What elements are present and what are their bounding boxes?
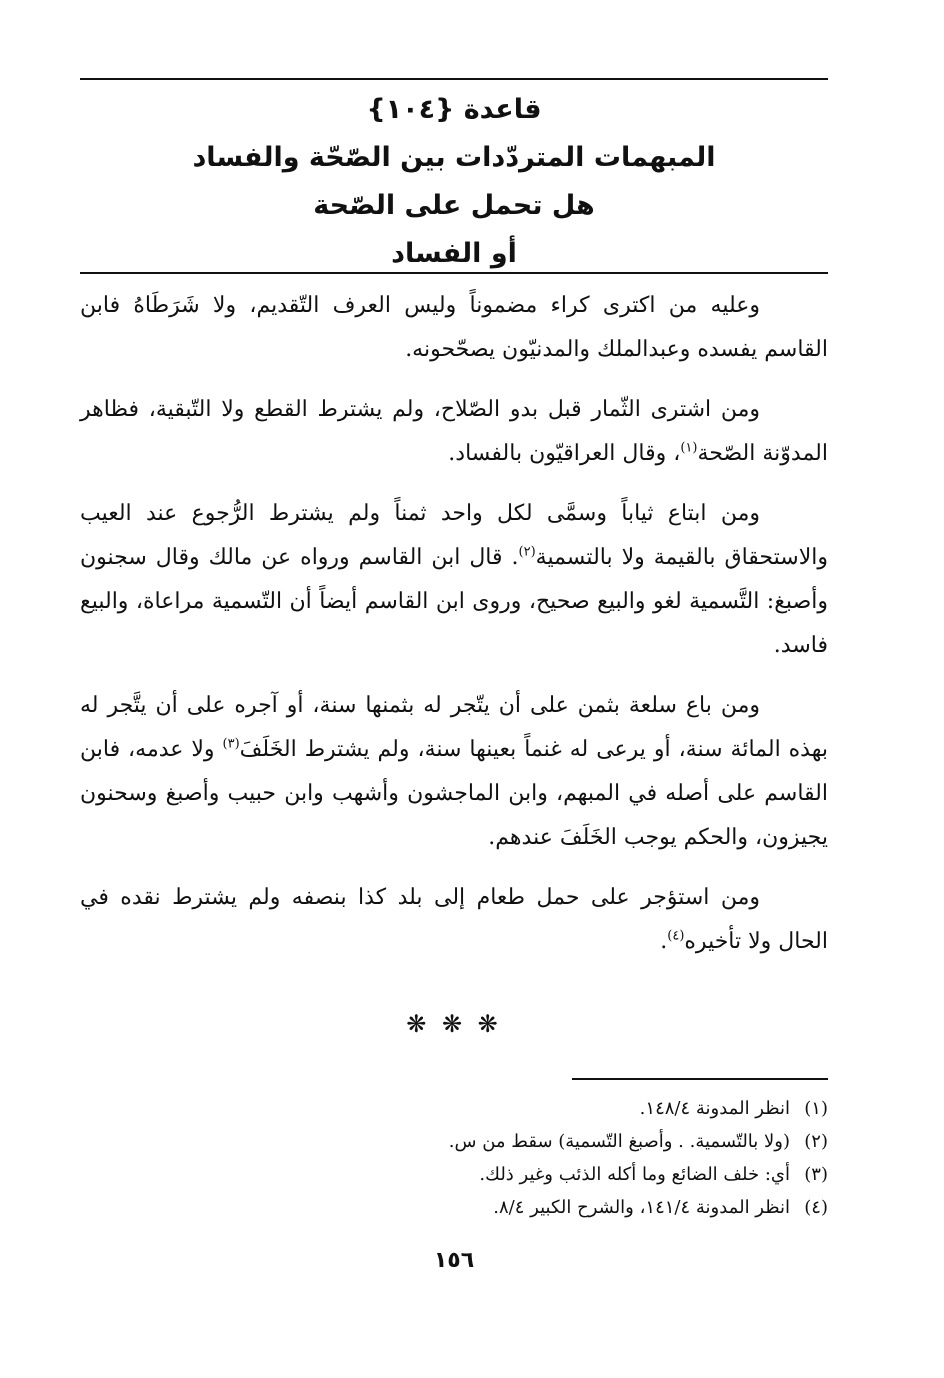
page-number: ١٥٦: [433, 1248, 475, 1273]
footnote-1: [80, 1092, 828, 1125]
footnote-ref-4: (٤): [667, 928, 685, 944]
footnote-ref-3: (٣): [222, 736, 240, 752]
paragraph-1: وعليه من اكترى كراء مضموناً وليس العرف التّقديم، ولا شَرَطَاهُ فابن القاسم يفسده وعبدالملك والمدنيّون يصحّحونه.: [80, 293, 828, 362]
footnotes: [80, 1092, 828, 1224]
footnote-number: (٢): [804, 1131, 828, 1152]
top-rule: [80, 78, 828, 80]
book-page: [80, 0, 828, 1378]
footnote-rule: [572, 1078, 828, 1080]
footnote-3: [80, 1158, 828, 1191]
rule-subtitle-line3: أو الفساد: [391, 238, 517, 269]
footnote-number: (٤): [804, 1197, 828, 1218]
footnote-ref-1: (١): [680, 440, 698, 456]
footnote-4: [80, 1191, 828, 1224]
paragraph-2: ومن اشترى الثّمار قبل بدو الصّلاح، ولم يشترط القطع ولا التّبقية، فظاهر المدوّنة الصّحة$^{(١)}$، وقال العراقيّون بالفساد.: [80, 397, 828, 466]
rule-subtitle-line1: المبهمات المتردّدات بين الصّحّة والفساد: [192, 142, 716, 173]
body-text: [80, 284, 828, 980]
footnote-ref-2: (٢): [518, 544, 536, 560]
footnote-text: انظر المدونة ١٤١/٤، والشرح الكبير ٨/٤.: [493, 1197, 790, 1218]
footnote-text: أي: خلف الضائع وما أكله الذئب وغير ذلك.: [479, 1164, 790, 1185]
rule-number-title: قاعدة {١٠٤}: [366, 94, 542, 125]
footnote-number: (١): [804, 1098, 828, 1119]
rule-subtitle-line2: هل تحمل على الصّحة: [313, 190, 595, 221]
rule-heading: [80, 86, 828, 278]
footnote-text: (ولا بالتّسمية. . وأصبغ التّسمية) سقط من س.: [448, 1131, 790, 1152]
footnote-text: انظر المدونة ١٤٨/٤.: [639, 1098, 790, 1119]
paragraph-3: ومن ابتاع ثياباً وسمَّى لكل واحد ثمناً ولم يشترط الرُّجوع عند العيب والاستحقاق بالقيمة ولا بالتسمية$^{(٢)}$. قال ابن القاسم ورواه عن مالك وقال سجنون وأصبغ: التَّسمية لغو والبيع صحيح، وروى ابن القاسم أيضاً أن التّسمية مراعاة، والبيع فاسد.: [80, 501, 828, 658]
heading-rule: [80, 272, 828, 274]
footnote-2: [80, 1125, 828, 1158]
paragraph-5: ومن استؤجر على حمل طعام إلى بلد كذا بنصفه ولم يشترط نقده في الحال ولا تأخيره$^{(٤)}$.: [80, 885, 828, 954]
paragraph-4: ومن باع سلعة بثمن على أن يتّجر له بثمنها سنة، أو آجره على أن يتَّجر له بهذه المائة سنة، أو يرعى له غنماً بعينها سنة، ولم يشترط الخَلَفَ$^{(٣)}$ ولا عدمه، فابن القاسم على أصله في المبهم، وابن الماجشون وأشهب وابن حبيب وأصبغ وسحنون يجيزون، والحكم يوجب الخَلَفَ عندهم.: [80, 693, 828, 850]
section-separator: ❋ ❋ ❋: [406, 1010, 502, 1038]
footnote-number: (٣): [804, 1164, 828, 1185]
